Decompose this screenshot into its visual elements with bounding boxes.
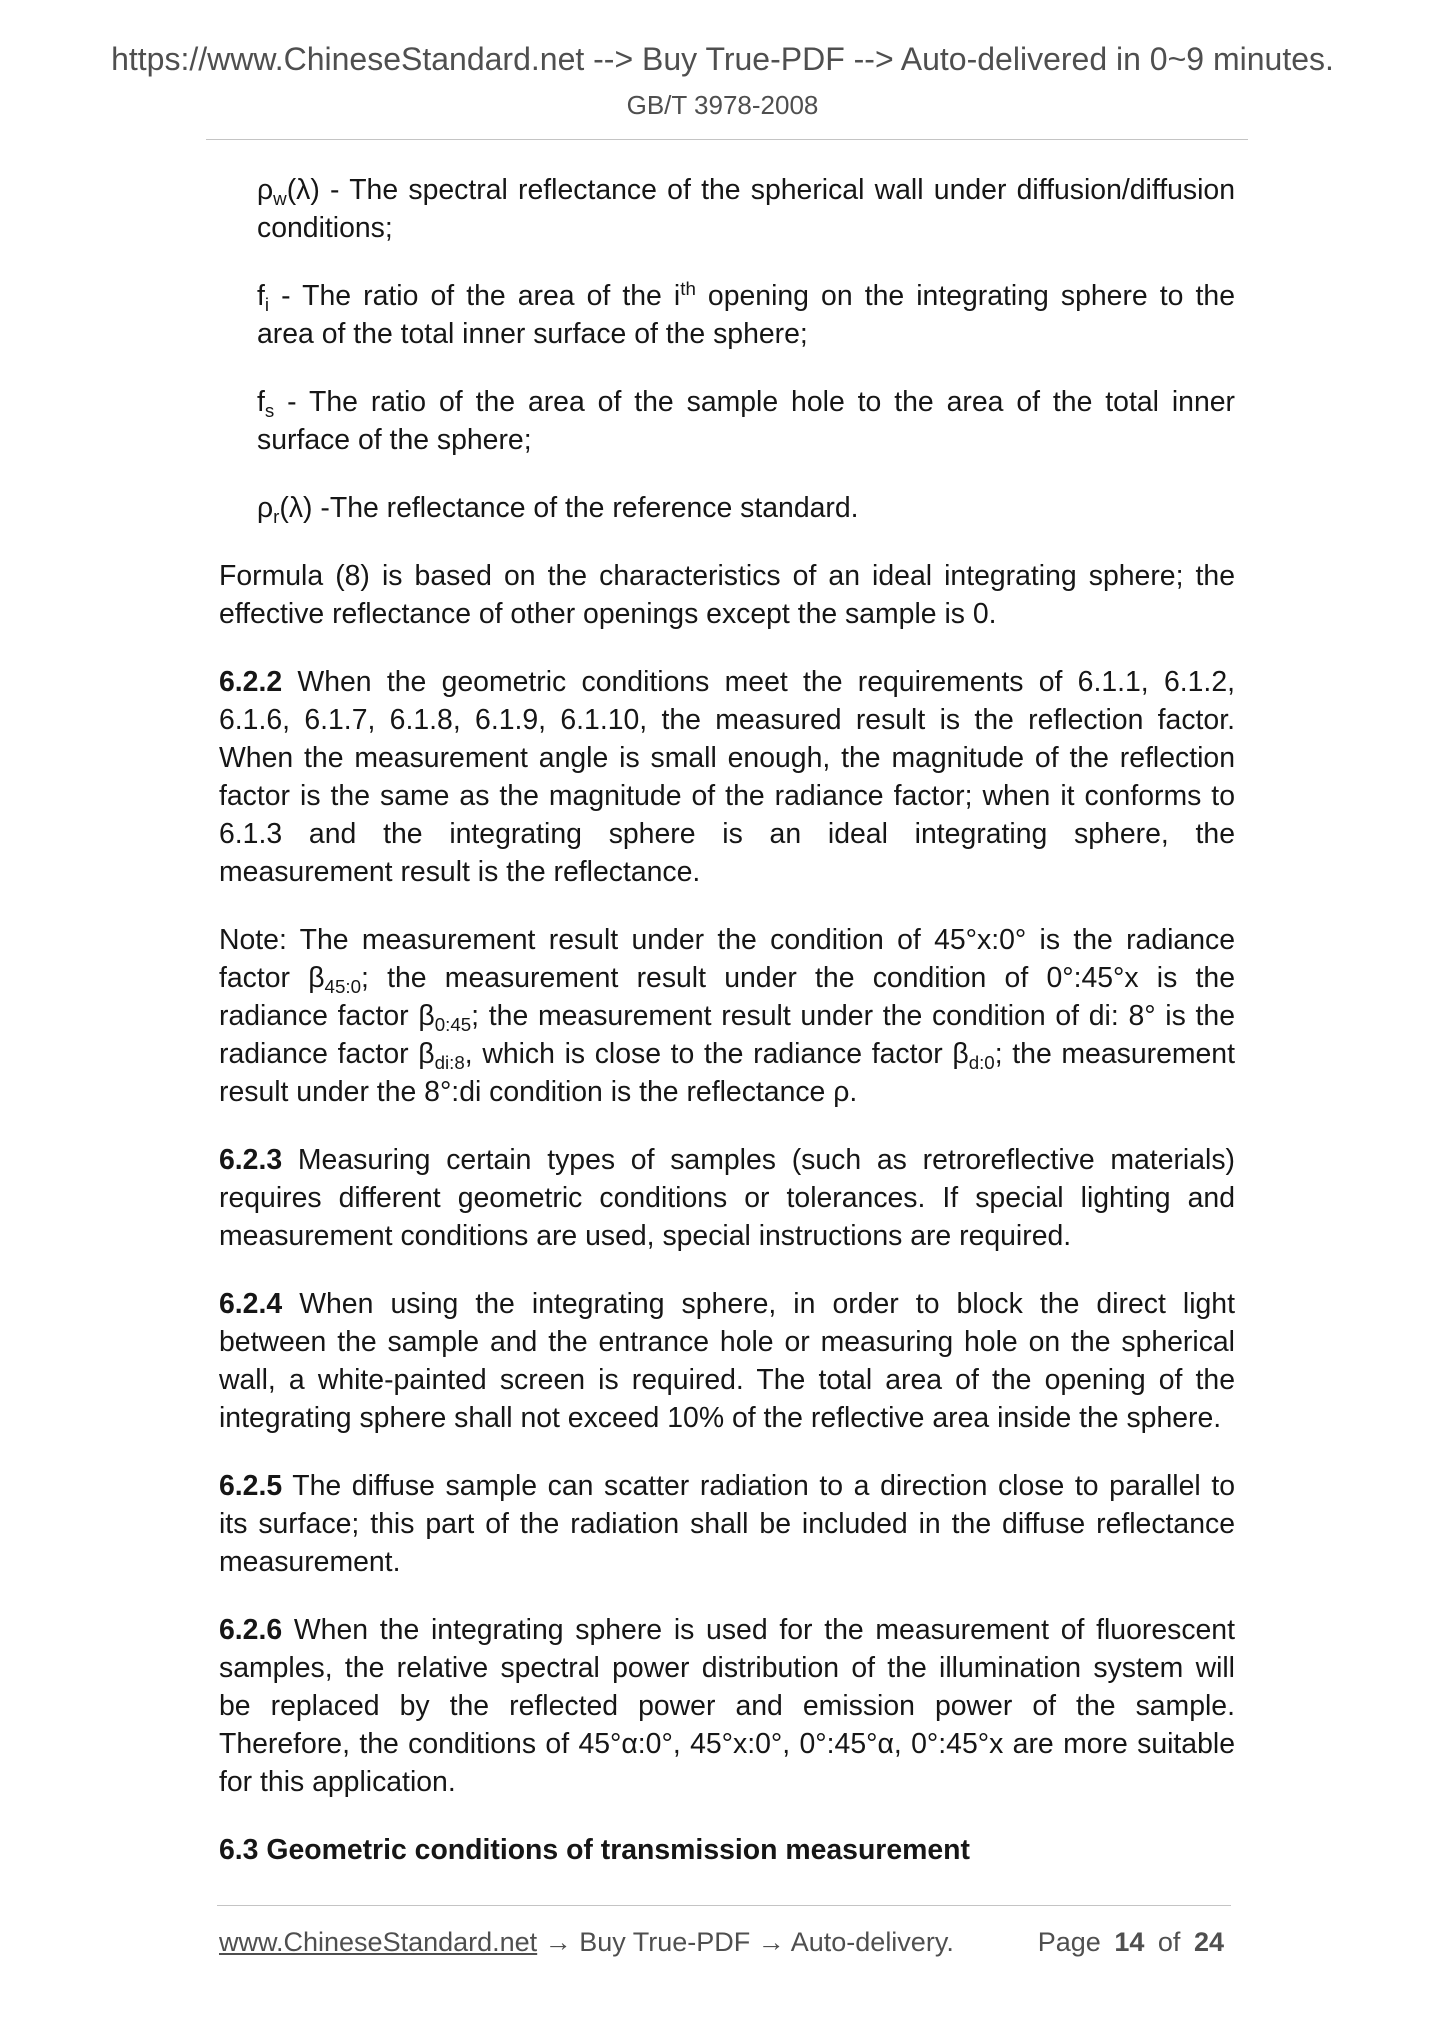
text-line bbox=[219, 1467, 1235, 1505]
text-line bbox=[219, 1217, 1235, 1255]
subscript: 0:45 bbox=[434, 1013, 472, 1035]
text-run: - The ratio of the area of the sample hole to the area of the total inner bbox=[274, 386, 1235, 418]
text-run: When the integrating sphere is used for the measurement of fluorescent bbox=[282, 1614, 1235, 1646]
subscript: di:8 bbox=[434, 1051, 465, 1073]
standard-code: GB/T 3978-2008 bbox=[626, 90, 819, 120]
text-run: conditions; bbox=[257, 212, 393, 244]
clause-number: 6.2.2 bbox=[219, 666, 283, 698]
text-run: Therefore, the conditions of 45°α:0°, 45°x:0°, 0°:45°α, 0°:45°x are more suitable bbox=[219, 1728, 1235, 1760]
page-indicator bbox=[1038, 1923, 1224, 1961]
text-run: radiance factor β bbox=[219, 1000, 435, 1032]
text-line bbox=[219, 663, 1235, 701]
page-number: 14 bbox=[1114, 1927, 1145, 1957]
page-total: 24 bbox=[1193, 1927, 1224, 1957]
text-line bbox=[219, 997, 1235, 1035]
clause-paragraph bbox=[219, 1141, 1235, 1255]
text-line bbox=[219, 777, 1235, 815]
text-line bbox=[219, 701, 1235, 739]
subscript: i bbox=[264, 293, 270, 315]
header-divider bbox=[206, 139, 1248, 140]
text-run: measurement conditions are used, special instructions are required. bbox=[219, 1220, 1072, 1252]
text-line bbox=[257, 209, 1235, 247]
document-body bbox=[219, 171, 1235, 1899]
header-banner: https://www.ChineseStandard.net --> Buy True-PDF --> Auto-delivered in 0~9 minutes. bbox=[111, 41, 1334, 77]
superscript: th bbox=[680, 277, 696, 299]
text-line bbox=[219, 1725, 1235, 1763]
text-run: factor is the same as the magnitude of the radiance factor; when it conforms to bbox=[219, 780, 1235, 812]
text-run: Formula (8) is based on the characteristics of an ideal integrating sphere; the bbox=[219, 560, 1235, 592]
text-run: The diffuse sample can scatter radiation to a direction close to parallel to bbox=[282, 1470, 1235, 1502]
text-line bbox=[219, 1141, 1235, 1179]
text-line bbox=[219, 1361, 1235, 1399]
text-line bbox=[219, 1687, 1235, 1725]
text-line bbox=[219, 1831, 1235, 1869]
text-run: samples, the relative spectral power distribution of the illumination system will bbox=[219, 1652, 1235, 1684]
page-of-label: of bbox=[1157, 1927, 1181, 1957]
footer-site-link[interactable]: www.ChineseStandard.net bbox=[219, 1927, 538, 1957]
text-line bbox=[219, 853, 1235, 891]
text-line bbox=[257, 171, 1235, 209]
text-line bbox=[219, 1649, 1235, 1687]
text-run: measurement result is the reflectance. bbox=[219, 856, 701, 888]
text-line bbox=[219, 815, 1235, 853]
text-run: factor β bbox=[219, 962, 325, 994]
definition-item bbox=[219, 489, 1235, 527]
text-line bbox=[219, 1611, 1235, 1649]
text-line bbox=[219, 595, 1235, 633]
section-heading bbox=[219, 1831, 1235, 1869]
text-run: 6.1.3 and the integrating sphere is an ideal integrating sphere, the bbox=[219, 818, 1235, 850]
text-run: (λ) -The reflectance of the reference standard. bbox=[279, 492, 859, 524]
text-run: opening on the integrating sphere to the bbox=[695, 280, 1235, 312]
note-paragraph bbox=[219, 921, 1235, 1111]
text-run: When the geometric conditions meet the requirements of 6.1.1, 6.1.2, bbox=[282, 666, 1235, 698]
clause-paragraph bbox=[219, 1611, 1235, 1801]
text-run: radiance factor β bbox=[219, 1038, 435, 1070]
clause-number: 6.2.6 bbox=[219, 1614, 283, 1646]
text-run: When the measurement angle is small enough, the magnitude of the reflection bbox=[219, 742, 1235, 774]
text-line bbox=[219, 921, 1235, 959]
clause-number: 6.2.5 bbox=[219, 1470, 283, 1502]
clause-paragraph bbox=[219, 1467, 1235, 1581]
text-run: (λ) - The spectral reflectance of the spherical wall under diffusion/diffusion bbox=[286, 174, 1235, 206]
text-run: measurement. bbox=[219, 1546, 401, 1578]
text-line bbox=[219, 1179, 1235, 1217]
text-line bbox=[219, 739, 1235, 777]
heading-text: 6.3 Geometric conditions of transmission measurement bbox=[219, 1834, 970, 1866]
subscript: w bbox=[273, 187, 287, 209]
text-line bbox=[257, 277, 1235, 315]
text-run: effective reflectance of other openings except the sample is 0. bbox=[219, 598, 997, 630]
clause-number: 6.2.4 bbox=[219, 1288, 283, 1320]
text-run: be replaced by the reflected power and emission power of the sample. bbox=[219, 1690, 1235, 1722]
text-run: wall, a white-painted screen is required. The total area of the opening of the bbox=[219, 1364, 1235, 1396]
text-run: When using the integrating sphere, in order to block the direct light bbox=[282, 1288, 1235, 1320]
text-run: f bbox=[257, 386, 265, 418]
subscript: d:0 bbox=[968, 1051, 995, 1073]
clause-paragraph bbox=[219, 663, 1235, 891]
text-line bbox=[257, 383, 1235, 421]
subscript: r bbox=[273, 505, 280, 527]
text-run: ; the measurement bbox=[994, 1038, 1235, 1070]
text-line bbox=[257, 421, 1235, 459]
definition-item bbox=[219, 171, 1235, 247]
text-run: for this application. bbox=[219, 1766, 456, 1798]
text-run: its surface; this part of the radiation shall be included in the diffuse reflectance bbox=[219, 1508, 1235, 1540]
text-line bbox=[219, 1505, 1235, 1543]
text-run: , which is close to the radiance factor β bbox=[464, 1038, 969, 1070]
subscript: 45:0 bbox=[324, 975, 362, 997]
text-run: f bbox=[257, 280, 265, 312]
text-run: ; the measurement result under the condition of di: 8° is the bbox=[471, 1000, 1236, 1032]
text-line bbox=[257, 315, 1235, 353]
page-footer bbox=[219, 1923, 1224, 1961]
subscript: s bbox=[264, 399, 275, 421]
text-run: ρ bbox=[257, 492, 274, 524]
text-run: ρ bbox=[257, 174, 274, 206]
footer-divider bbox=[217, 1905, 1231, 1906]
body-paragraph bbox=[219, 557, 1235, 633]
text-line bbox=[219, 1323, 1235, 1361]
text-run: requires different geometric conditions or tolerances. If special lighting and bbox=[219, 1182, 1235, 1214]
text-line bbox=[219, 1543, 1235, 1581]
text-line bbox=[219, 959, 1235, 997]
text-run: 6.1.6, 6.1.7, 6.1.8, 6.1.9, 6.1.10, the measured result is the reflection factor. bbox=[219, 704, 1235, 736]
footer-left bbox=[219, 1923, 954, 1961]
footer-tagline: → Buy True-PDF → Auto-delivery. bbox=[537, 1927, 954, 1957]
definition-item bbox=[219, 383, 1235, 459]
text-run: result under the 8°:di condition is the reflectance ρ. bbox=[219, 1076, 858, 1108]
text-line bbox=[219, 1399, 1235, 1437]
text-run: between the sample and the entrance hole or measuring hole on the spherical bbox=[219, 1326, 1235, 1358]
definition-item bbox=[219, 277, 1235, 353]
text-run: integrating sphere shall not exceed 10% of the reflective area inside the sphere. bbox=[219, 1402, 1222, 1434]
clause-paragraph bbox=[219, 1285, 1235, 1437]
text-line bbox=[219, 1073, 1235, 1111]
text-run: Note: The measurement result under the condition of 45°x:0° is the radiance bbox=[219, 924, 1235, 956]
text-run: ; the measurement result under the condition of 0°:45°x is the bbox=[361, 962, 1235, 994]
text-run: Measuring certain types of samples (such as retroreflective materials) bbox=[282, 1144, 1235, 1176]
text-run: - The ratio of the area of the i bbox=[269, 280, 681, 312]
text-line bbox=[219, 1763, 1235, 1801]
text-line bbox=[219, 557, 1235, 595]
text-line bbox=[257, 489, 1235, 527]
clause-number: 6.2.3 bbox=[219, 1144, 283, 1176]
text-run: area of the total inner surface of the sphere; bbox=[257, 318, 808, 350]
text-run: surface of the sphere; bbox=[257, 424, 532, 456]
text-line bbox=[219, 1285, 1235, 1323]
text-line bbox=[219, 1035, 1235, 1073]
page-label: Page bbox=[1037, 1927, 1101, 1957]
